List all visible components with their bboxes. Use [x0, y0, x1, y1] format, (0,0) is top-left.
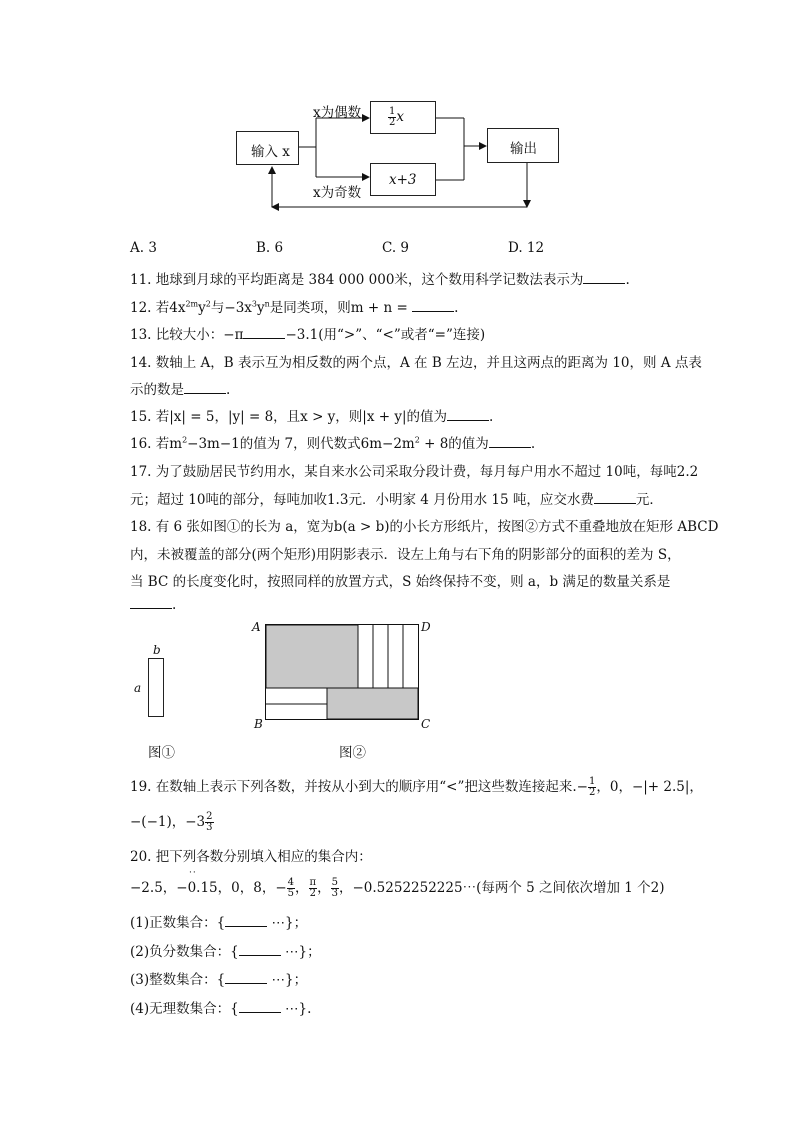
output-box [487, 128, 559, 163]
question-20-line-1: 20. 把下列各数分别填入相应的集合内： [130, 849, 372, 865]
q17-unit: 元． [635, 492, 663, 508]
set-positive [130, 911, 307, 931]
q12-part-e: 是同类项，则m + n = [269, 300, 408, 316]
vertex-a-label: A [252, 620, 261, 634]
q14-end: . [226, 382, 231, 398]
answer-blank [583, 271, 625, 284]
question-17-line-2 [130, 488, 663, 508]
question-12 [130, 296, 458, 316]
q12-part-a: 12. 若4x [130, 300, 186, 316]
answer-blank [412, 299, 454, 312]
set-irrational [130, 997, 311, 1017]
vertex-d-label: D [421, 620, 431, 634]
half-box [370, 101, 436, 134]
option-d: D. 12 [508, 240, 545, 256]
figure-2-caption: 图② [339, 745, 366, 761]
q12-part-b: y [198, 300, 206, 316]
set-close-last: ⋯}. [280, 1001, 312, 1017]
option-a: A. 3 [130, 240, 157, 256]
option-c: C. 9 [382, 240, 410, 256]
figure-1-rectangle [148, 658, 164, 717]
q11-text: 11. 地球到月球的平均距离是 384 000 000米，这个数用科学记数法表示为 [130, 272, 584, 288]
q13-part-a: 13. 比较大小：−π [130, 327, 244, 343]
vertex-b-label: B [254, 717, 263, 731]
q19-f1-den: 2 [588, 787, 596, 798]
figure-1-caption: 图① [148, 745, 175, 761]
q12-exp-3: 3 [251, 299, 257, 309]
question-11 [130, 268, 630, 288]
question-14-line-1: 14. 数轴上 A，B 表示互为相反数的两个点，A 在 B 左边，并且这两点的距离为 10，则 A 点表 [130, 355, 702, 371]
answer-blank [239, 943, 281, 956]
set-close: ⋯}； [280, 944, 321, 960]
question-14-line-2 [130, 378, 230, 398]
question-16 [130, 432, 535, 452]
q15-text: 15. 若|x| = 5，|y| = 8，且x > y，则|x + y|的值为 [130, 409, 448, 425]
q16-exp-1: 2 [182, 435, 188, 445]
q16-part-c: + 8的值为 [419, 436, 489, 452]
question-20-numbers [130, 876, 665, 899]
odd-label: x为奇数 [313, 185, 362, 201]
q19-f2-num: 2 [206, 811, 213, 822]
question-18-line-2: 内，未被覆盖的部分(两个矩形)用阴影表示．设左上角与右下角的阴影部分的面积的差为 S， [130, 547, 681, 563]
half-expression [388, 107, 404, 128]
q20-f3-num: 5 [331, 877, 338, 888]
q19-f2-den: 3 [206, 822, 213, 833]
repeating-decimal-dots: ·· [189, 868, 197, 878]
q12-exp-1: 2m [185, 299, 199, 309]
vertex-c-label: C [421, 717, 431, 731]
q11-end: . [625, 272, 630, 288]
q12-exp-4: n [264, 299, 270, 309]
output-label: 输出 [510, 141, 537, 157]
set-irrational-label: (4)无理数集合：{ [130, 1001, 239, 1017]
q13-part-b: −3.1(用“>”、“<”或者“=”连接) [285, 327, 486, 343]
set-positive-label: (1)正数集合：{ [130, 915, 226, 931]
q19-line2-text: −(−1)，−3 [130, 814, 206, 830]
q17-line2-text: 元；超过 10吨的部分，每吨加收1.3元．小明家 4 月份用水 15 吨，应交水费 [130, 492, 594, 508]
question-19-line-1 [130, 775, 703, 798]
set-integer [130, 968, 307, 988]
answer-blank [594, 491, 636, 504]
q18-end: . [172, 597, 177, 613]
question-18-line-3: 当 BC 的长度变化时，按照同样的放置方式，S 始终保持不变，则 a，b 满足的数量关系是 [130, 574, 671, 590]
set-integer-label: (3)整数集合：{ [130, 972, 226, 988]
q20-f2-den: 2 [309, 888, 316, 899]
set-close: ⋯}； [267, 972, 308, 988]
q20-sep-1: ， [295, 880, 309, 896]
q20-fraction-1 [287, 878, 295, 899]
answer-blank [225, 914, 267, 927]
question-13 [130, 323, 485, 343]
q15-end: . [489, 409, 494, 425]
q19-f1-num: 1 [588, 776, 596, 787]
input-label: 输入 x [251, 144, 290, 160]
q16-part-a: 16. 若m [130, 436, 183, 452]
q20-f3-den: 3 [331, 888, 338, 899]
answer-blank [239, 1000, 281, 1013]
q12-exp-2: 2 [205, 299, 211, 309]
set-close: ⋯}； [267, 915, 308, 931]
plus3-box [370, 163, 436, 196]
q20-numbers-b: ，−0.5252252225⋯(每两个 5 之间依次增加 1 个2) [338, 880, 665, 896]
answer-blank [130, 596, 172, 609]
plus3-label: x+3 [389, 172, 417, 188]
q20-f2-num: π [309, 877, 317, 888]
q20-numbers-a: −2.5，−0.15，0，8，− [130, 880, 287, 896]
question-17-line-1: 17. 为了鼓励居民节约用水，某自来水公司采取分段计费，每月每户用水不超过 10吨，每吨2.2 [130, 464, 699, 480]
set-negative-fraction-label: (2)负分数集合：{ [130, 944, 239, 960]
option-b: B. 6 [256, 240, 284, 256]
q20-sep-2: ， [317, 880, 331, 896]
q12-part-d: y [257, 300, 265, 316]
q19-text: 19. 在数轴上表示下列各数，并按从小到大的顺序用“<”把这些数连接起来.− [130, 779, 588, 795]
q16-end: . [530, 436, 536, 452]
answer-blank [447, 408, 489, 421]
q12-end: . [454, 300, 459, 316]
figure-1-width-label: b [153, 643, 161, 657]
figure-2-diagram [265, 624, 420, 720]
q20-f1-num: 4 [287, 877, 295, 888]
figure-1-length-label: a [134, 681, 142, 695]
q20-fraction-3 [331, 878, 339, 899]
even-label: x为偶数 [313, 105, 362, 121]
answer-blank [243, 326, 285, 339]
input-box [236, 131, 299, 165]
question-18-line-1: 18. 有 6 张如图①的长为 a，宽为b(a > b)的小长方形纸片，按图②方式不重叠地放在矩形 ABCD [130, 519, 719, 535]
set-negative-fraction [130, 940, 321, 960]
q12-part-c: 与−3x [210, 300, 252, 316]
q19-text-b: ，0，−|+ 2.5|， [596, 779, 703, 795]
half-var: x [396, 109, 404, 125]
half-den: 2 [389, 117, 396, 128]
answer-blank [225, 971, 267, 984]
question-18-line-4 [130, 596, 176, 613]
q16-exp-2: 2 [414, 435, 420, 445]
answer-blank [184, 381, 226, 394]
q16-part-b: −3m−1的值为 7，则代数式6m−2m [187, 436, 415, 452]
q20-fraction-2 [309, 878, 318, 899]
half-num: 1 [389, 106, 396, 117]
question-19-line-2 [130, 810, 214, 833]
q19-fraction-2 [205, 812, 213, 833]
answer-blank [489, 435, 531, 448]
q14-line2-text: 示的数是 [130, 382, 184, 398]
question-15 [130, 405, 493, 425]
q20-f1-den: 5 [287, 888, 295, 899]
